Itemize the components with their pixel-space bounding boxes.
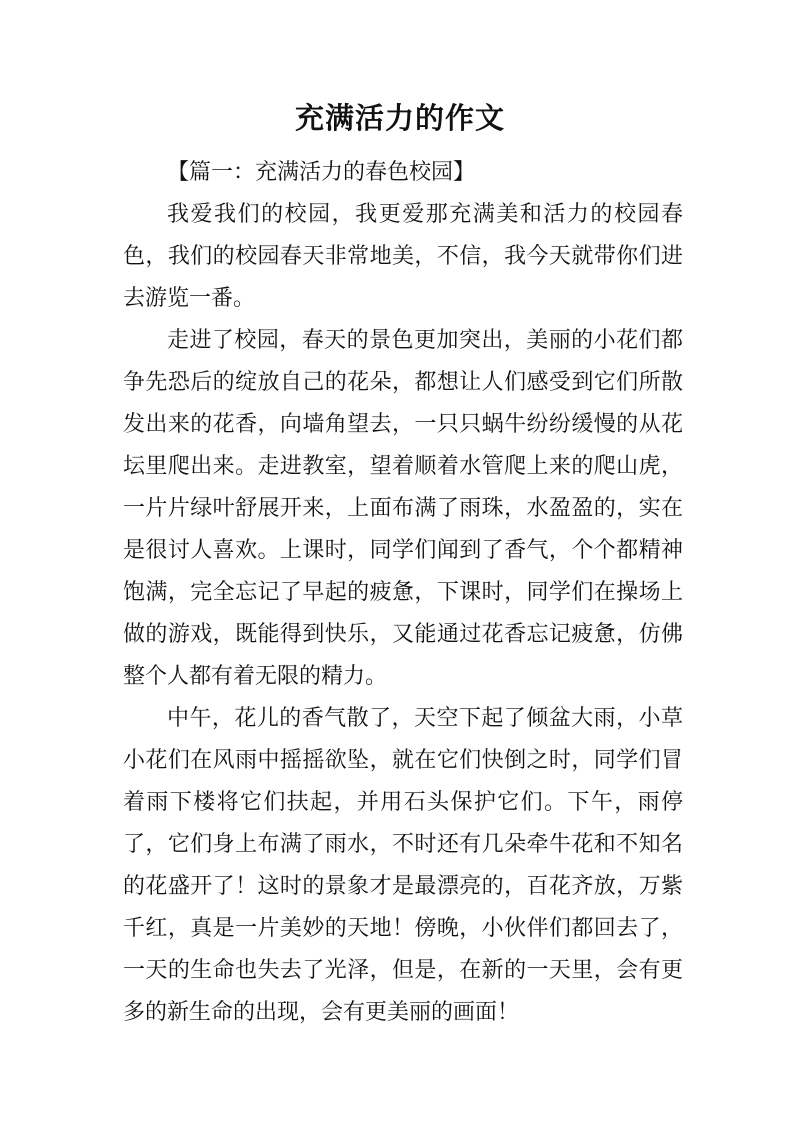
paragraph-1: 我爱我们的校园，我更爱那充满美和活力的校园春色，我们的校园春天非常地美，不信，我今天就带你们进去游览一番。 <box>123 202 683 311</box>
paragraph-3: 中午，花儿的香气散了，天空下起了倾盆大雨，小草小花们在风雨中摇摇欲坠，就在它们快倒之时，同学们冒着雨下楼将它们扶起，并用石头保护它们。下午，雨停了，它们身上布满了雨水，不时还有几朵牵牛花和不知名的花盛开了！这时的景象才是最漂亮的，百花齐放，万紫千红，真是一片美妙的天地！傍晚，小伙伴们都回去了，一天的生命也失去了光泽，但是，在新的一天里，会有更多的新生命的出现，会有更美丽的画面！ <box>123 706 683 1025</box>
section-heading: 【篇一：充满活力的春色校园】 <box>167 160 476 185</box>
paragraph-2: 走进了校园，春天的景色更加突出，美丽的小花们都争先恐后的绽放自己的花朵，都想让人们感受到它们所散发出来的花香，向墙角望去，一只只蜗牛纷纷缓慢的从花坛里爬出来。走进教室，望着顺着水管爬上来的爬山虎，一片片绿叶舒展开来，上面布满了雨珠，水盈盈的，实在是很讨人喜欢。上课时，同学们闻到了香气，个个都精神饱满，完全忘记了早起的疲惫，下课时，同学们在操场上做的游戏，既能得到快乐，又能通过花香忘记疲惫，仿佛整个人都有着无限的精力。 <box>123 328 683 689</box>
document-title: 充满活力的作文 <box>294 101 505 135</box>
document-body <box>123 152 683 1034</box>
